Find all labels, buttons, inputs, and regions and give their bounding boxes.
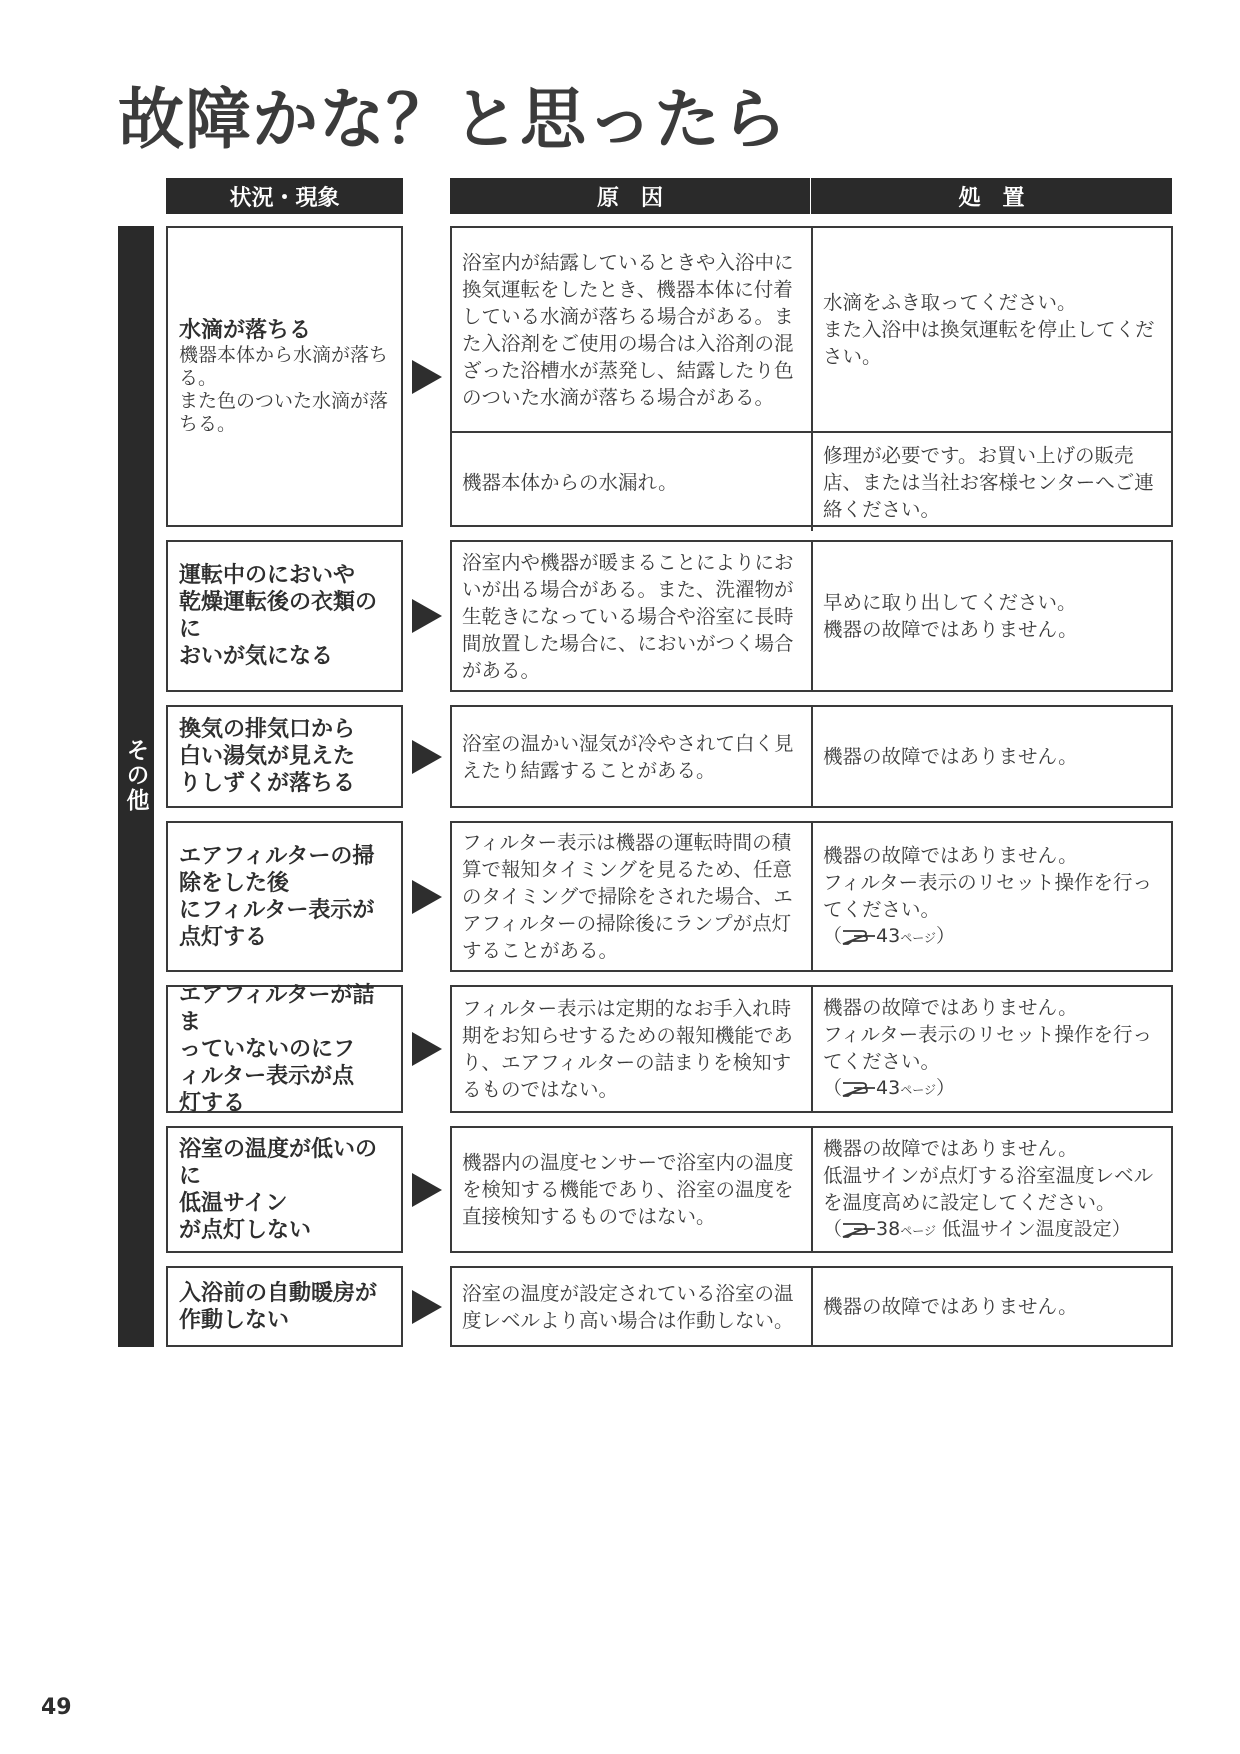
remedy-cell — [813, 542, 1171, 690]
remedy-cell — [813, 707, 1171, 806]
page-number: 49 — [41, 1695, 72, 1720]
cause-remedy-cell — [450, 705, 1173, 808]
situation-title: 運転中のにおいや 乾燥運転後の衣類のに おいが気になる — [179, 563, 378, 669]
arrow-right-icon — [412, 740, 442, 774]
situation-title: 入浴前の自動暖房が 作動しない — [179, 1280, 378, 1333]
cause-text: フィルター表示は機器の運転時間の積算で報知タイミングを見るため、任意のタイミングで掃除をされた場合、エアフィルターの掃除後にランプが点灯することがある。 — [452, 823, 813, 970]
situation-title: 浴室の温度が低いのに 低温サイン が点灯しない — [179, 1136, 378, 1243]
cause-remedy-row — [452, 987, 1171, 1111]
reference-page-number: 43 — [876, 1077, 901, 1099]
situation-cell — [166, 982, 403, 1116]
remedy-cell — [813, 823, 1171, 970]
remedy-cell — [813, 433, 1171, 531]
reference-page-unit: ページ — [900, 1223, 936, 1238]
remedy-cell — [813, 1268, 1171, 1345]
remedy-text: 水滴をふき取ってください。 また入浴中は換気運転を停止してください。 — [823, 291, 1155, 368]
header-situation: 状況・現象 — [166, 178, 403, 214]
situation-title: エアフィルターが詰ま っていないのにフ ィルター表示が点 灯する — [179, 982, 375, 1116]
cause-remedy-row — [452, 228, 1171, 431]
pointing-hand-icon — [842, 925, 876, 945]
situation-title: 換気の排気口から 白い湯気が見えた りしずくが落ちる — [179, 717, 356, 796]
cause-remedy-row — [452, 707, 1171, 806]
pointing-hand-icon — [842, 1218, 876, 1238]
situation-cell — [166, 821, 403, 972]
remedy-text: 機器の故障ではありません。 — [823, 745, 1078, 768]
page-title: 故障かな？と思ったら — [118, 81, 788, 158]
reference-page-number: 38 — [876, 1217, 901, 1240]
cause-remedy-row — [452, 823, 1171, 970]
cause-text: 浴室内や機器が暖まることによりにおいが出る場合がある。また、洗濯物が生乾きになっている場合や浴室に長時間放置した場合に、においがつく場合がある。 — [452, 542, 813, 690]
category-bar — [118, 226, 154, 1347]
cause-text: 浴室の温度が設定されている浴室の温度レベルより高い場合は作動しない。 — [452, 1268, 813, 1345]
arrow-right-icon — [412, 360, 442, 394]
reference-page-number: 43 — [876, 924, 901, 947]
cause-remedy-cell — [450, 1126, 1173, 1253]
situation-cell — [166, 705, 403, 808]
situation-description: 機器本体から水滴が落ちる。 また色のついた水滴が落ちる。 — [179, 344, 389, 435]
cause-text: 浴室の温かい湿気が冷やされて白く見えたり結露することがある。 — [452, 707, 813, 806]
cause-remedy-cell — [450, 226, 1173, 527]
situation-title: 水滴が落ちる — [179, 318, 312, 343]
cause-remedy-cell — [450, 1266, 1173, 1347]
cause-remedy-cell — [450, 985, 1173, 1113]
cause-remedy-row — [452, 542, 1171, 690]
remedy-text: 機器の故障ではありません。 フィルター表示のリセット操作を行ってください。 — [823, 996, 1152, 1073]
situation-cell — [166, 226, 403, 527]
remedy-text: 機器の故障ではありません。 — [823, 1295, 1078, 1318]
reference-page-unit: ページ — [900, 930, 936, 945]
cause-remedy-cell — [450, 540, 1173, 692]
cause-text: 浴室内が結露しているときや入浴中に換気運転をしたとき、機器本体に付着している水滴が落ちる場合がある。また入浴剤をご使用の場合は入浴剤の混ざった浴槽水が蒸発し、結露したり色のついた水滴が落ちる場合がある。 — [452, 228, 813, 431]
remedy-cell — [813, 987, 1171, 1111]
arrow-right-icon — [412, 1290, 442, 1324]
reference-page-unit: ページ — [900, 1083, 936, 1097]
cause-text: フィルター表示は定期的なお手入れ時期をお知らせするための報知機能であり、エアフィルターの詰まりを検知するものではない。 — [452, 987, 813, 1111]
cause-remedy-row — [452, 431, 1171, 531]
remedy-text: 機器の故障ではありません。 低温サインが点灯する浴室温度レベルを温度高めに設定してください。 — [823, 1136, 1154, 1214]
category-label: その他 — [122, 738, 149, 813]
arrow-right-icon — [412, 880, 442, 914]
situation-cell — [166, 540, 403, 692]
reference-note: 低温サイン温度設定 — [935, 1217, 1112, 1240]
arrow-right-icon — [412, 1032, 442, 1066]
situation-cell — [166, 1126, 403, 1253]
remedy-cell — [813, 228, 1171, 431]
page-reference: （ 38ページ 低温サイン温度設定） — [823, 1217, 1131, 1240]
header-remedy: 処 置 — [811, 178, 1172, 214]
cause-remedy-row — [452, 1128, 1171, 1251]
arrow-right-icon — [412, 599, 442, 633]
cause-remedy-row — [452, 1268, 1171, 1345]
page-reference: （ 43ページ） — [823, 924, 955, 947]
situation-title: エアフィルターの掃 除をした後 にフィルター表示が 点灯する — [179, 843, 375, 950]
pointing-hand-icon — [842, 1077, 876, 1097]
arrow-right-icon — [412, 1173, 442, 1207]
cause-remedy-cell — [450, 821, 1173, 972]
situation-cell — [166, 1266, 403, 1347]
page-reference: （ 43ページ） — [823, 1077, 955, 1099]
remedy-text: 早めに取り出してください。 機器の故障ではありません。 — [823, 591, 1078, 641]
cause-text: 機器本体からの水漏れ。 — [452, 433, 813, 531]
header-cause: 原 因 — [450, 178, 811, 214]
cause-text: 機器内の温度センサーで浴室内の温度を検知する機能であり、浴室の温度を直接検知するものではない。 — [452, 1128, 813, 1251]
remedy-text: 機器の故障ではありません。 フィルター表示のリセット操作を行ってください。 — [823, 843, 1152, 921]
remedy-cell — [813, 1128, 1171, 1251]
remedy-text: 修理が必要です。お買い上げの販売店、または当社お客様センターへご連絡ください。 — [823, 443, 1154, 521]
